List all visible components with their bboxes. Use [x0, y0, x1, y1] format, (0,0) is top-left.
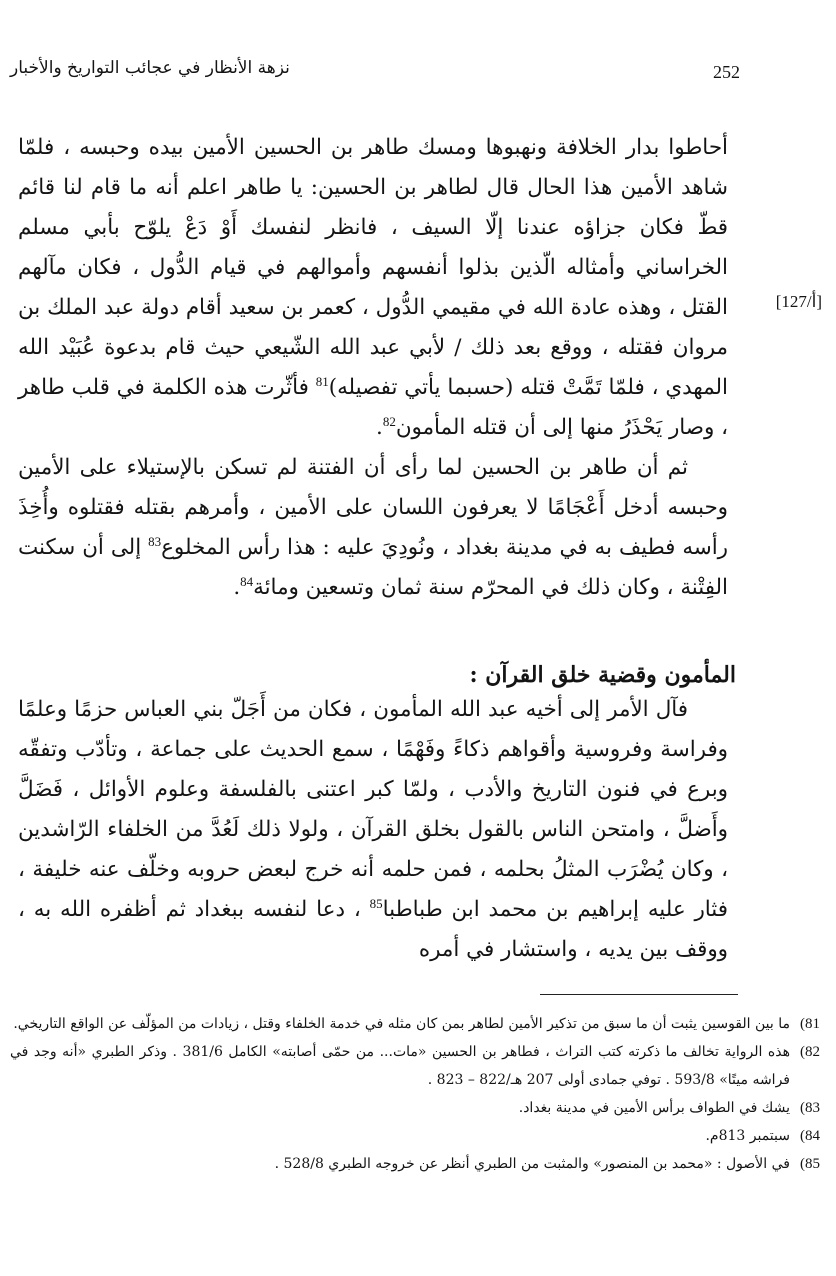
paragraph-2-text-mid: إلى أن سكنت الفِتْنة ، وكان ذلك في المحرّم سنة ثمان وتسعين ومائة [18, 535, 728, 600]
footnote-text: سبتمبر 813م. [705, 1128, 790, 1144]
footnote-ref-84: 84 [240, 573, 254, 589]
paragraph-1-text: أحاطوا بدار الخلافة ونهبوها ومسك طاهر بن الحسين الأمين بيده وحبسه ، فلمّا شاهد الأمين هذا الحال قال لطاهر بن الحسين: يا طاهر اعلم أنه ما قام لنا قائم قطّ فكان جزاؤه عندنا إلّا السيف ، فانظر لنفسك أَوْ دَعْ يلوّح بأبي مسلم الخراساني وأمثاله الّذين بذلوا أنفسهم وأموالهم في قيام الدُّول ، فكان مآلهم القتل ، وهذه عادة الله في مقيمي الدُّول ، كعمر بن سعيد أقام دولة عبد الملك بن مروان فقتله ، ووقع بعد ذلك / لأبي عبد الله الشّيعي حيث قام بدعوة عُبَيْد الله المهدي ، فلمّا تَمَّتْ قتله (حسبما يأتي تفصيله) [18, 135, 728, 400]
running-title: نزهة الأنظار في عجائب التواريخ والأخبار [10, 58, 290, 78]
paragraph-3-text: فآل الأمر إلى أخيه عبد الله المأمون ، فكان من أَجَلّ بني العباس حزمًا وعلمًا وفراسة وفروسية وأقواهم ذكاءً وفَهْمًا ، سمع الحديث على جماعة ، وتأدّب وتفقّه وبرع في فنون التاريخ والأدب ، ولمّا كبر اعتنى بالفلسفة وعلوم الأوائل ، فَضَلَّ وأَضلَّ ، وامتحن الناس بالقول بخلق القرآن ، ولولا ذلك لَعُدَّ من الخلفاء الرّاشدين ، وكان يُضْرَب المثلُ بحلمه ، فمن حلمه أنه خرج لبعض حروبه وخلّف عنه خليفة ، فثار عليه إبراهيم بن محمد ابن طباطبا [18, 697, 728, 922]
paragraph-1-text-mid: فأثّرت هذه الكلمة في قلب طاهر ، وصار يَحْذَرُ منها إلى أن قتله المأمون [18, 375, 728, 440]
footnote-item [10, 1038, 820, 1094]
footnote-text: في الأصول : «محمد بن المنصور» والمثبت من الطبري أنظر عن خروجه الطبري 528/8 . [274, 1156, 790, 1172]
footnote-text: ما بين القوسين يثبت أن ما سبق من تذكير الأمين لطاهر بمن كان مثله في خدمة الخلفاء وقتل ، زيادات من المؤلّف عن الواقع التاريخي. [13, 1016, 790, 1032]
page-header [0, 50, 836, 90]
footnote-divider [540, 994, 738, 995]
footnote-item [10, 1094, 820, 1122]
paragraph-3-end: ، دعا لنفسه ببغداد ثم أظفره الله به ، ووقف بين يديه ، واستشار في أمره [18, 897, 728, 962]
paragraph-1 [18, 128, 728, 448]
section-heading: المأمون وقضية خلق القرآن : [469, 662, 736, 688]
paragraph-2-text: ثم أن طاهر بن الحسين لما رأى أن الفتنة لم تسكن بالإستيلاء على الأمين وحبسه أدخل أَعْجَامًا لا يعرفون اللسان على الأمين ، وأمرهم بقتله فقتلوه وأُخِذَ رأسه فطيف به في مدينة بغداد ، ونُودِيَ عليه : هذا رأس المخلوع [18, 455, 728, 560]
footnote-text: يشك في الطواف برأس الأمين في مدينة بغداد. [518, 1100, 790, 1116]
page-number: 252 [713, 62, 740, 82]
footnote-text: هذه الرواية تخالف ما ذكرته كتب التراث ، فطاهر بن الحسين «مات... من حمّى أصابته» الكامل 381/6 . وذكر الطبري «أنه وجد في فراشه ميتًا» 593/8 . توفي جمادى أولى 207 هـ/822 – 823 . [10, 1044, 790, 1088]
footnote-item [10, 1150, 820, 1178]
footnote-ref-82: 82 [382, 413, 396, 429]
body-text-bottom [18, 690, 728, 970]
manuscript-folio-note: [127/أ] [775, 292, 822, 311]
footnote-number: 82) [800, 1044, 820, 1060]
footnote-ref-85: 85 [369, 895, 383, 911]
footnote-number: 85) [800, 1156, 820, 1172]
footnote-number: 84) [800, 1128, 820, 1144]
body-text-top [18, 128, 728, 608]
footnote-number: 81) [800, 1016, 820, 1032]
footnotes [10, 1010, 820, 1178]
footnote-number: 83) [800, 1100, 820, 1116]
footnote-ref-83: 83 [148, 533, 162, 549]
footnote-item [10, 1010, 820, 1038]
footnote-ref-81: 81 [315, 373, 329, 389]
paragraph-2-end: . [233, 575, 241, 600]
paragraph-1-end: . [376, 415, 383, 440]
paragraph-2 [18, 448, 728, 608]
paragraph-3 [18, 690, 728, 970]
footnote-item [10, 1122, 820, 1150]
